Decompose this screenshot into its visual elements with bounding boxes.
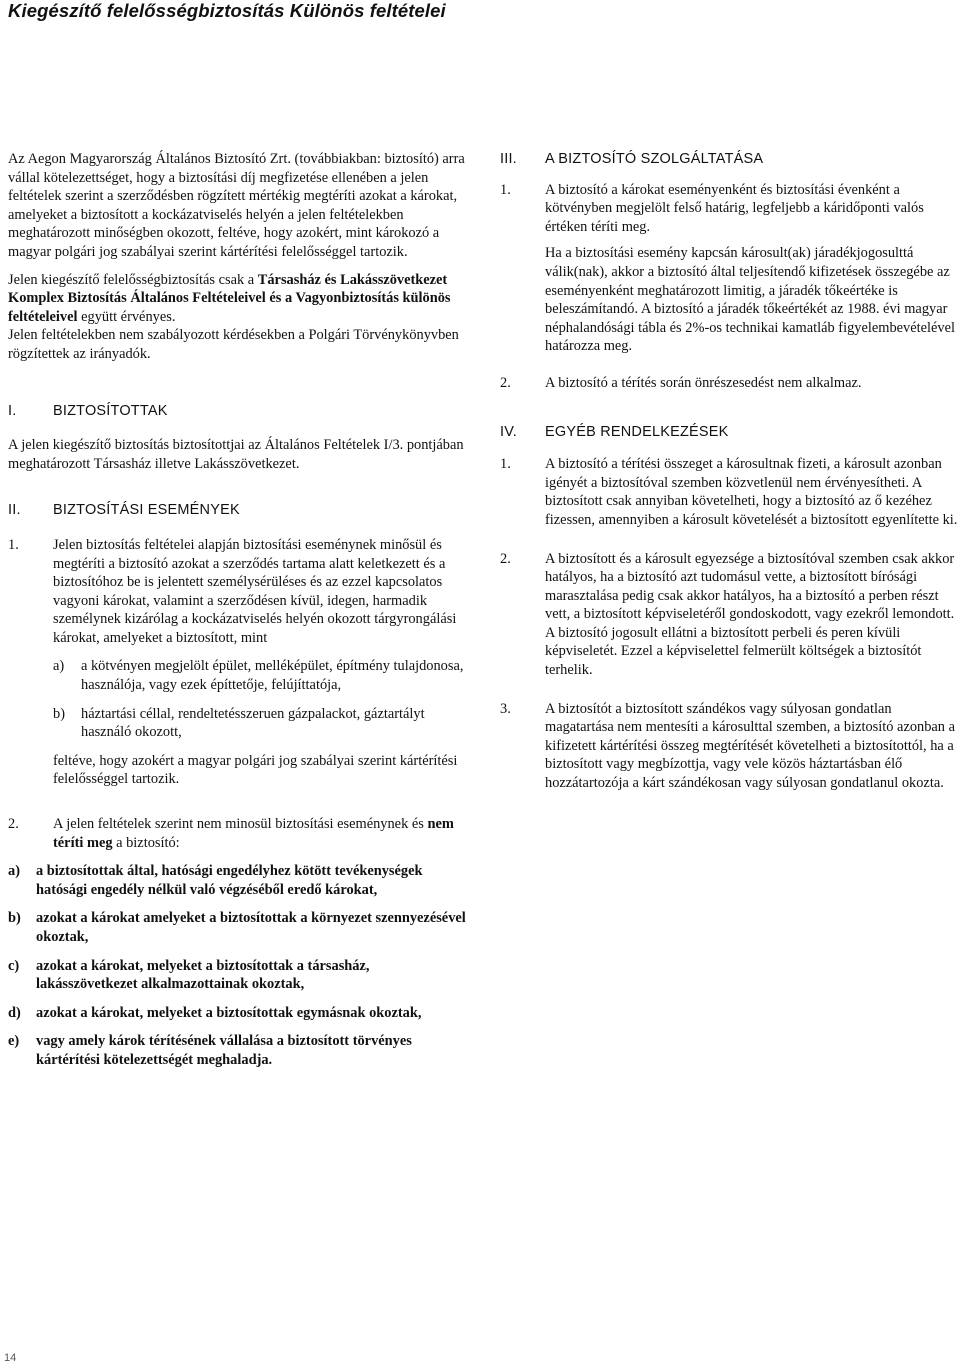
item-text: Jelen biztosítás feltételei alapján biztosítási eseménynek minősül és megtéríti a biztosító azokat a szerződés tartama alatt keletkezett és a biztosítóhoz be is jelentett személysérüléses és az ezzel kapcsolatos vagyoni károkat, valamint a szerződésen kívül, idegen, harmadik személynek kizárólag a kockázatviselés helyén okozott tárgyrongálási károkat, amelyeket a biztosított, mint [53,536,457,646]
exclusion-letter: b) [8,910,21,927]
section-4-item-1 [500,455,960,529]
intro-p2-bold: Társasház és Lakásszövetkezet Komplex Biztosítás Általános Feltételeivel és a Vagyonbiztosítás különös feltételeivel [8,271,451,325]
section-3-heading [500,150,960,169]
item-text: A biztosító a károkat eseményenként és biztosítási évenként a kötvényben megjelölt felső határig, legfeljebb a káridőponti valós értéken téríti meg. [545,181,924,235]
intro-paragraph-1: Az Aegon Magyarország Általános Biztosító Zrt. (továbbiakban: biztosító) arra vállal kötelezettséget, hogy a biztosítási díj megfizetése ellenében a jelen feltételek szerint a szerződésben rögzített mértékig megtéríti azokat a károkat, amelyeket a biztosított a kockázatviselés helyén a jelen feltételekben meghatározott minőségben okozott, feltéve, hogy azokért, mint károkozó a magyar polgári jog szabályai szerint kártérítési felelősséggel tartozik. [8,151,465,260]
exclusion-text: a biztosítottak által, hatósági engedélyhez kötött tevékenységek hatósági engedély nélkül való végzéséből eredő károkat, [36,863,423,898]
section-2-item-2 [8,815,473,852]
section-1-text: A jelen kiegészítő biztosítás biztosítottjai az Általános Feltételek I/3. pontjában meghatározott Társasház illetve Lakásszövetkezet. [8,437,464,472]
page-title: Kiegészítő felelősségbiztosítás Különös feltételei [8,0,446,21]
intro-paragraph-2 [8,271,473,327]
sub-item-b [53,705,473,742]
section-3-title: A BIZTOSÍTÓ SZOLGÁLTATÁSA [545,151,764,167]
section-3-item-1 [500,181,960,356]
item-text: A biztosító a térítési összeget a károsultnak fizeti, a károsult azonban igényét a biztosítóval szemben közvetlenül nem érvényesítheti. A biztosított csak annyiban követelheti, hogy a biztosító az ő kezéhez fizessen, amennyiben a károsult követelését a biztosított egyenlítette ki. [545,456,958,528]
exclusion-letter: c) [8,957,20,974]
section-2-heading [8,501,473,520]
exclusion-letter: d) [8,1004,21,1021]
right-column [500,150,960,793]
sub-item-text: háztartási céllal, rendeltetésszeruen gázpalackot, gáztartályt használó okozott, [81,705,425,741]
section-1-heading [8,402,473,421]
section-4-number: IV. [500,423,517,440]
section-1-title: BIZTOSÍTOTTAK [53,402,168,419]
exclusion-letter: a) [8,863,20,880]
item-number: 2. [500,550,511,567]
item-tail-text: feltéve, hogy azokért a magyar polgári jog szabályai szerint kártérítési felelősséggel tartozik. [53,752,458,788]
exclusion-text: azokat a károkat, melyeket a biztosítottak a társasház, lakásszövetkezet alkalmazottainak okoztak, [36,957,370,993]
item-text: A biztosító a térítés során önrészesedést nem alkalmaz. [545,374,862,391]
item-text-2: Ha a biztosítási esemény kapcsán károsult(ak) járadékjogosulttá válik(nak), akkor a biztosító által teljesítendő kifizetések összegébe az eseményenként meghatározott limitig, a járadék tőkeértéke is beleszámítandó. A biztosító a járadék tőkeértékét az 1988. évi magyar néphalandósági tábla és 2%-os technikai kamatláb figyelembevételével határozza meg. [545,245,955,355]
exclusion-text: azokat a károkat amelyeket a biztosítottak a környezet szennyezésével okoztak, [36,910,466,945]
exclusion-text: vagy amely károk térítésének vállalása a biztosított törvényes kártérítési kötelezettségét meghaladja. [36,1033,412,1068]
left-column [8,150,473,1070]
sub-item-letter: b) [53,705,65,722]
item-number: 3. [500,700,511,717]
item-number: 1. [500,456,511,473]
section-2-number: II. [8,502,21,519]
section-2-title: BIZTOSÍTÁSI ESEMÉNYEK [53,502,240,519]
item-text: A biztosított és a károsult egyezsége a biztosítóval szemben csak akkor hatályos, ha a biztosító azt tudomásul vette, a biztosított bírósági marasztalása pedig csak akkor hatályos, ha a biztosító a perben részt vett, a biztosított képviseletéről gondoskodott, vagy ezekről lemondott. A biztosító jogosult ellátni a biztosított perbeli és peren kívüli képviseletét. Ezzel a képviselettel felmerült költségek a biztosítót terhelik. [545,550,955,679]
sub-item-a [53,657,473,694]
item-number: 2. [8,816,19,833]
intro-paragraph-3: Jelen feltételekben nem szabályozott kérdésekben a Polgári Törvénykönyvben rögzítettek az irányadók. [8,327,459,362]
item-text-bold: nem téríti meg [53,816,454,851]
section-4-item-2 [500,550,960,680]
intro-p2-text: Jelen kiegészítő felelősségbiztosítás csak a [8,271,258,288]
sub-item-letter: a) [53,658,65,675]
exclusion-item [8,1032,473,1069]
section-3-item-2 [500,374,960,393]
section-4-heading [500,423,960,442]
section-4-title: EGYÉB RENDELKEZÉSEK [545,423,729,440]
exclusion-list [8,862,473,1069]
item-text [53,815,473,852]
item-text: A biztosítót a biztosított szándékos vagy súlyosan gondatlan magatartása nem mentesíti a károsulttal szemben, a biztosító azonban a kifizetett kártérítési összeg megtérítését követelheti a biztosítottól, ha a biztosított vagy megbízottja, vagy vele közös háztartásban élő hozzátartozója a kárt szándékosan vagy súlyosan gondatlanul okozta. [545,700,955,792]
item-number: 1. [8,536,19,553]
exclusion-letter: e) [8,1033,20,1050]
exclusion-item [8,1004,473,1023]
item-text-tail: a biztosító: [112,834,180,851]
exclusion-item [8,957,473,994]
exclusion-text: azokat a károkat, melyeket a biztosítottak egymásnak okoztak, [36,1004,422,1021]
section-2-item-1 [8,536,473,789]
item-text-part: A jelen feltételek szerint nem minosül biztosítási eseménynek és [53,816,428,833]
section-1-number: I. [8,402,17,419]
page-number: 14 [4,1352,17,1364]
sub-item-text: a kötvényen megjelölt épület, melléképület, építmény tulajdonosa, használója, vagy ezek építtetője, felújíttatója, [81,658,464,694]
section-3-number: III. [500,151,517,167]
exclusion-item [8,862,473,899]
intro-p2-tail: együtt érvényes. [77,308,176,325]
exclusion-item [8,909,473,946]
section-4-item-3 [500,700,960,793]
item-number: 2. [500,374,511,391]
item-number: 1. [500,181,511,198]
